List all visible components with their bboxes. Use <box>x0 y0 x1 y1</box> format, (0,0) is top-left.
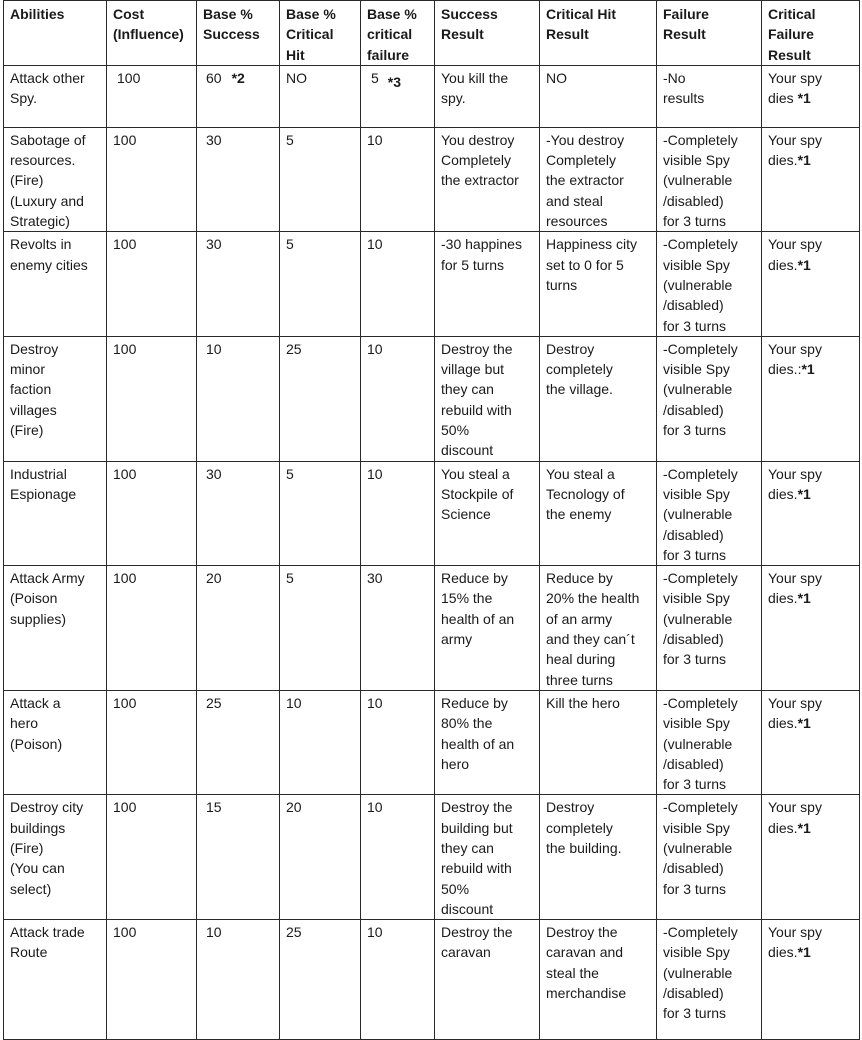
cell-critical-failure-result: Your spy dies.*1 <box>762 232 860 336</box>
cell-base-success: 20 <box>197 566 280 691</box>
cell-base-success: 25 <box>197 690 280 794</box>
cell-base-success: 60 *2 <box>197 65 280 127</box>
cell-base-critical-hit: 25 <box>280 336 361 461</box>
cell-critical-failure-result: Your spy dies.*1 <box>762 127 860 231</box>
table-row <box>4 232 860 336</box>
cell-base-critical-failure: 10 <box>361 336 435 461</box>
cell-critical-failure-result: Your spy dies.*1 <box>762 566 860 691</box>
cell-ability: Attack a hero (Poison) <box>4 690 107 794</box>
cell-critical-failure-result: Your spy dies.*1 <box>762 795 860 920</box>
cell-base-success: 10 <box>197 336 280 461</box>
cell-base-critical-failure: 10 <box>361 795 435 920</box>
cell-failure-result: -Completely visible Spy (vulnerable /disabled) for 3 turns <box>657 127 762 231</box>
cell-critical-hit-result: -You destroy Completely the extractor and steal resources <box>540 127 657 231</box>
cell-base-success: 30 <box>197 232 280 336</box>
cell-success-result: You steal a Stockpile of Science <box>435 461 540 565</box>
cell-critical-hit-result: Happiness city set to 0 for 5 turns <box>540 232 657 336</box>
cell-success-result: You destroy Completely the extractor <box>435 127 540 231</box>
cell-critical-hit-result: You steal a Tecnology of the enemy <box>540 461 657 565</box>
table-row <box>4 65 860 127</box>
cell-critical-failure-result: Your spy dies.*1 <box>762 920 860 1040</box>
cell-base-critical-hit: 25 <box>280 920 361 1040</box>
cell-critical-hit-result: Destroy completely the building. <box>540 795 657 920</box>
cell-critical-hit-result: Destroy completely the village. <box>540 336 657 461</box>
cell-ability: Destroy city buildings (Fire) (You can select) <box>4 795 107 920</box>
cell-ability: Destroy minor faction villages (Fire) <box>4 336 107 461</box>
cell-critical-hit-result: Kill the hero <box>540 690 657 794</box>
cell-ability: Attack Army (Poison supplies) <box>4 566 107 691</box>
cell-base-success: 15 <box>197 795 280 920</box>
header-row <box>4 1 860 66</box>
cell-cost: 100 <box>107 461 197 565</box>
header-base-critical-failure: Base % critical failure <box>361 1 435 66</box>
cell-cost: 100 <box>107 336 197 461</box>
cell-cost: 100 <box>107 65 197 127</box>
header-success-result: Success Result <box>435 1 540 66</box>
cell-success-result: Reduce by 15% the health of an army <box>435 566 540 691</box>
cell-base-critical-failure: 30 <box>361 566 435 691</box>
cell-base-critical-failure: 10 <box>361 920 435 1040</box>
cell-critical-failure-result: Your spy dies.*1 <box>762 690 860 794</box>
cell-ability: Industrial Espionage <box>4 461 107 565</box>
cell-success-result: -30 happines for 5 turns <box>435 232 540 336</box>
footnote-mark: *2 <box>231 69 245 86</box>
footnote-mark: *1 <box>797 485 811 502</box>
spy-abilities-table <box>3 0 860 1040</box>
cell-critical-failure-result: Your spy dies *1 <box>762 65 860 127</box>
cell-cost: 100 <box>107 690 197 794</box>
cell-ability: Sabotage of resources. (Fire) (Luxury and Strategic) <box>4 127 107 231</box>
footnote-mark: *1 <box>797 715 811 732</box>
header-base-critical-hit: Base % Critical Hit <box>280 1 361 66</box>
cell-cost: 100 <box>107 795 197 920</box>
cell-cost: 100 <box>107 127 197 231</box>
cell-base-critical-hit: 10 <box>280 690 361 794</box>
cell-cost: 100 <box>107 920 197 1040</box>
header-base-success: Base % Success <box>197 1 280 66</box>
cell-base-critical-failure: 10 <box>361 461 435 565</box>
cell-failure-result: -Completely visible Spy (vulnerable /disabled) for 3 turns <box>657 336 762 461</box>
cell-ability: Revolts in enemy cities <box>4 232 107 336</box>
table-row <box>4 795 860 920</box>
cell-base-critical-hit: 20 <box>280 795 361 920</box>
cell-failure-result: -Completely visible Spy (vulnerable /disabled) for 3 turns <box>657 232 762 336</box>
header-critical-failure-result: Critical Failure Result <box>762 1 860 66</box>
footnote-mark: *1 <box>797 944 811 961</box>
footnote-mark: *3 <box>387 73 402 90</box>
cell-success-result: You kill the spy. <box>435 65 540 127</box>
cell-success-result: Destroy the village but they can rebuild with 50% discount <box>435 336 540 461</box>
cell-critical-hit-result: NO <box>540 65 657 127</box>
footnote-mark: *1 <box>797 590 811 607</box>
header-failure-result: Failure Result <box>657 1 762 66</box>
cell-base-success: 30 <box>197 127 280 231</box>
cell-critical-failure-result: Your spy dies.:*1 <box>762 336 860 461</box>
table-row <box>4 566 860 691</box>
cell-base-success: 10 <box>197 920 280 1040</box>
cell-ability: Attack trade Route <box>4 920 107 1040</box>
table-row <box>4 920 860 1040</box>
header-critical-hit-result: Critical Hit Result <box>540 1 657 66</box>
cell-ability: Attack other Spy. <box>4 65 107 127</box>
cell-cost: 100 <box>107 566 197 691</box>
cell-cost: 100 <box>107 232 197 336</box>
cell-base-critical-hit: 5 <box>280 461 361 565</box>
table-row <box>4 336 860 461</box>
cell-success-result: Destroy the caravan <box>435 920 540 1040</box>
header-abilities: Abilities <box>4 1 107 66</box>
footnote-mark: *1 <box>797 819 811 836</box>
cell-base-critical-failure: 10 <box>361 232 435 336</box>
cell-success-result: Destroy the building but they can rebuild with 50% discount <box>435 795 540 920</box>
cell-failure-result: -Completely visible Spy (vulnerable /disabled) for 3 turns <box>657 920 762 1040</box>
table-row <box>4 690 860 794</box>
cell-success-result: Reduce by 80% the health of an hero <box>435 690 540 794</box>
cell-base-critical-failure: 10 <box>361 690 435 794</box>
cell-critical-hit-result: Destroy the caravan and steal the merchandise <box>540 920 657 1040</box>
cell-base-success: 30 <box>197 461 280 565</box>
cell-base-critical-hit: 5 <box>280 566 361 691</box>
table-row <box>4 461 860 565</box>
cell-base-critical-hit: 5 <box>280 127 361 231</box>
cell-critical-failure-result: Your spy dies.*1 <box>762 461 860 565</box>
cell-base-critical-failure: 10 <box>361 127 435 231</box>
cell-failure-result: -Completely visible Spy (vulnerable /disabled) for 3 turns <box>657 566 762 691</box>
header-cost: Cost (Influence) <box>107 1 197 66</box>
cell-base-critical-hit: NO <box>280 65 361 127</box>
cell-base-critical-failure: 5 *3 <box>361 65 435 127</box>
cell-base-critical-hit: 5 <box>280 232 361 336</box>
cell-failure-result: -No results <box>657 65 762 127</box>
cell-critical-hit-result: Reduce by 20% the health of an army and they can´t heal during three turns <box>540 566 657 691</box>
footnote-mark: *1 <box>797 90 811 107</box>
table-row <box>4 127 860 231</box>
cell-failure-result: -Completely visible Spy (vulnerable /disabled) for 3 turns <box>657 690 762 794</box>
cell-failure-result: -Completely visible Spy (vulnerable /disabled) for 3 turns <box>657 461 762 565</box>
footnote-mark: *1 <box>801 361 815 378</box>
footnote-mark: *1 <box>797 256 811 273</box>
cell-failure-result: -Completely visible Spy (vulnerable /disabled) for 3 turns <box>657 795 762 920</box>
footnote-mark: *1 <box>797 152 811 169</box>
